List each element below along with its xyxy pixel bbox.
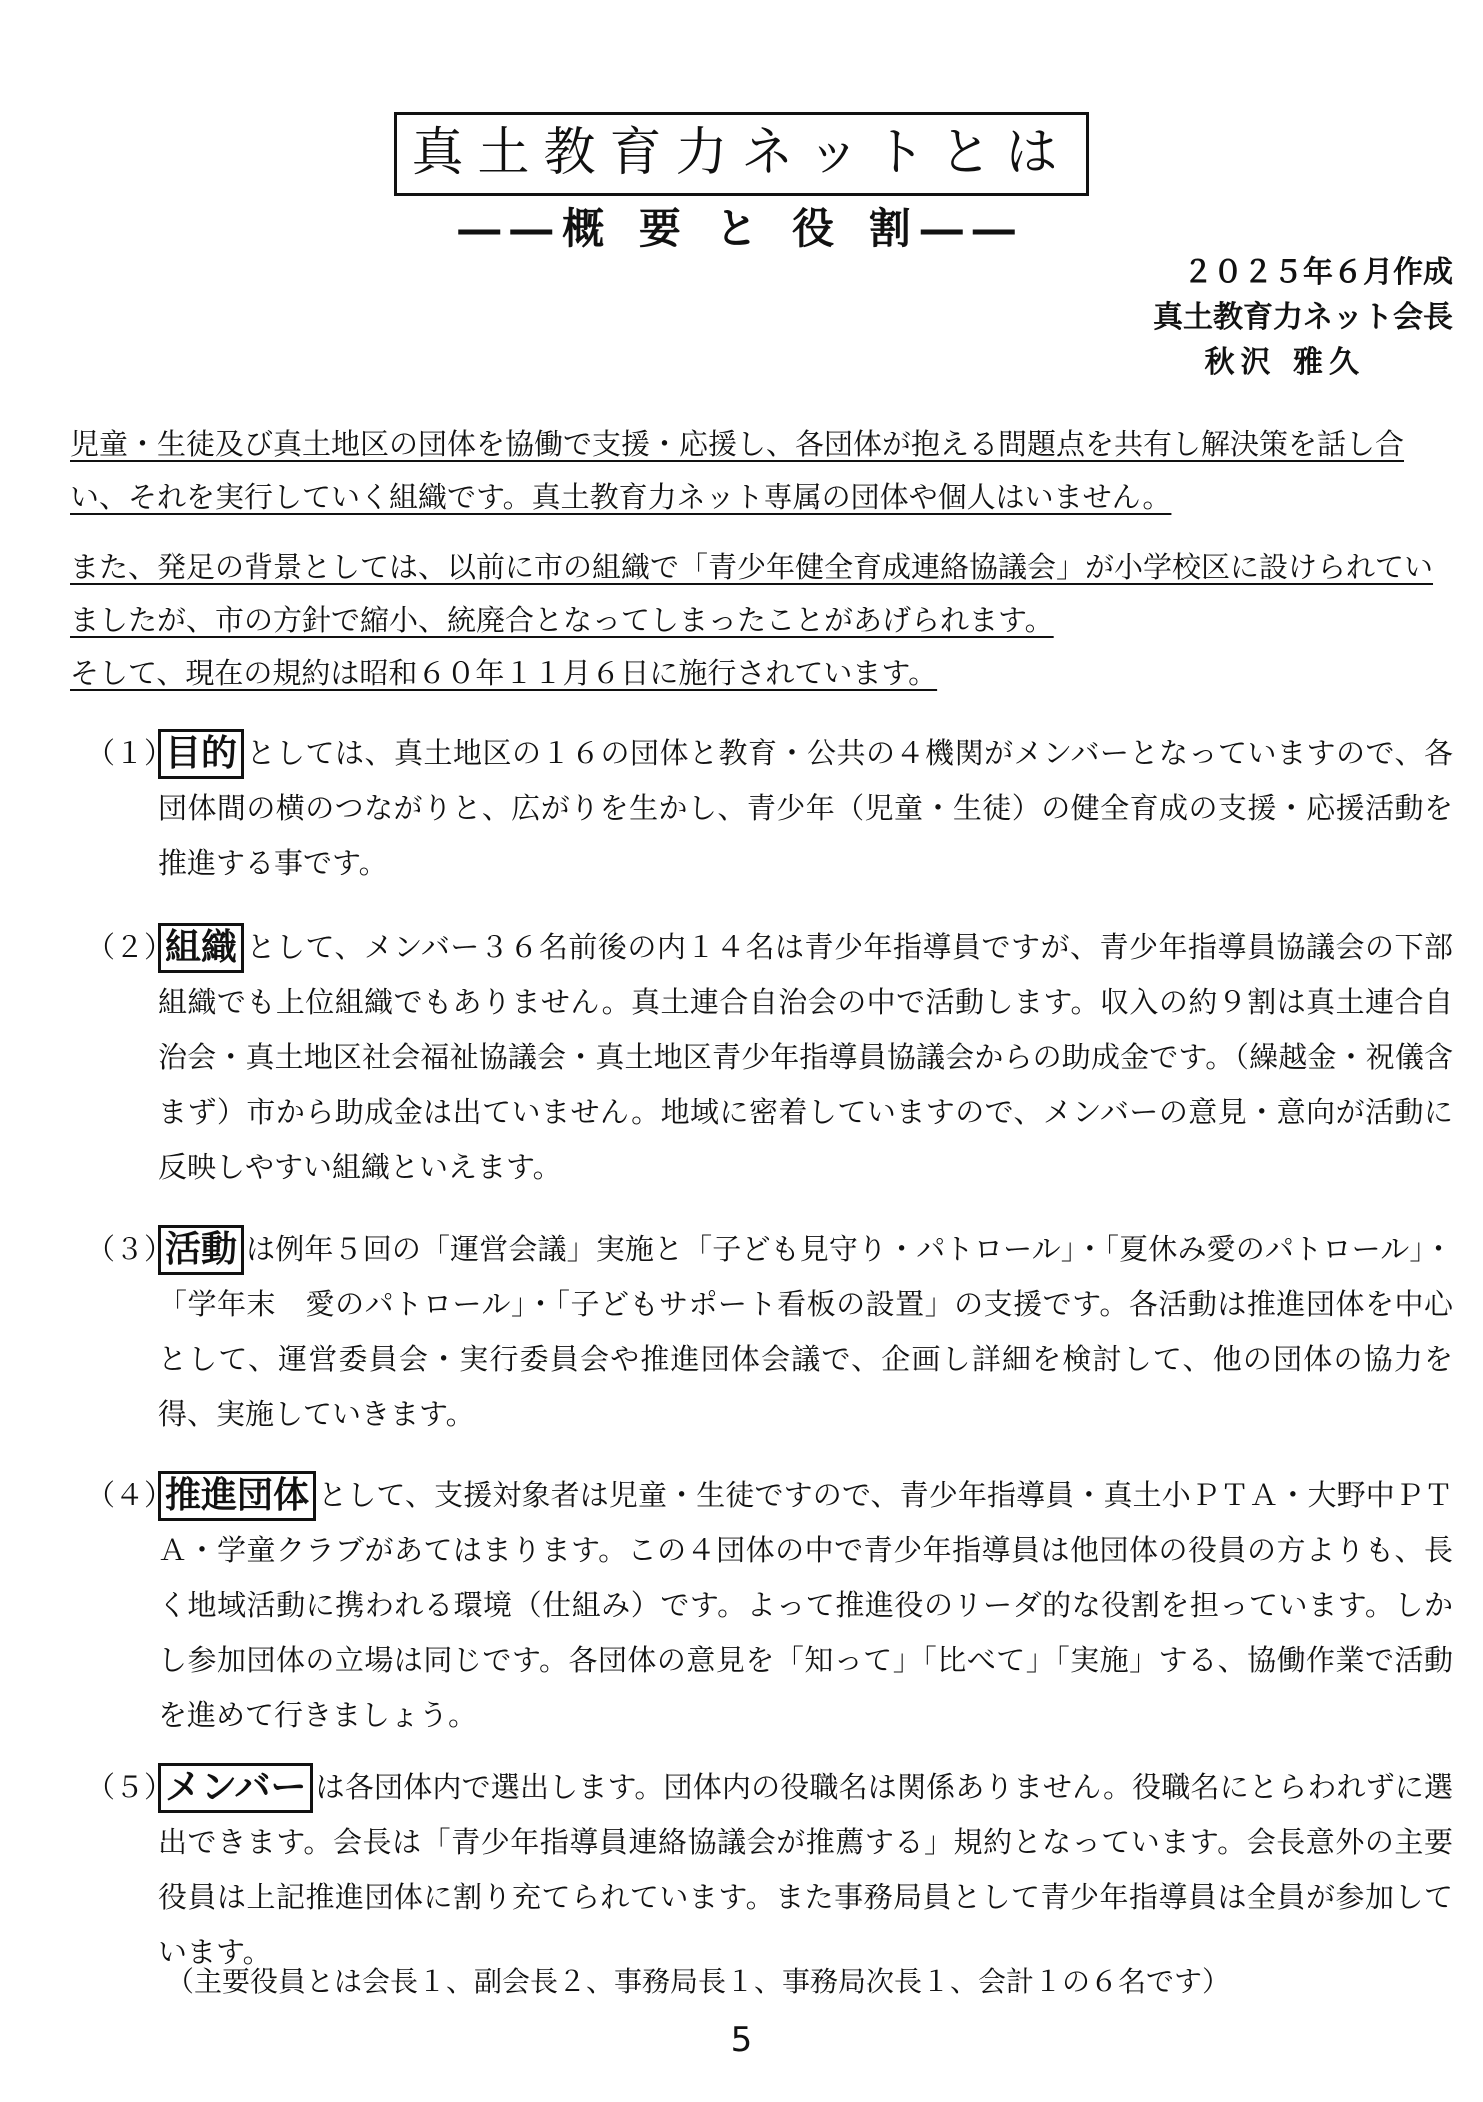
section-keyword-organization: 組織	[158, 923, 244, 973]
author-name: 秋沢 雅久	[1204, 345, 1365, 380]
intro-text-1: 児童・生徒及び真土地区の団体を協働で支援・応援し、各団体が抱える問題点を共有し解決策を話し合い、それを実行していく組織です。真土教育力ネット専属の団体や個人はいません。	[70, 427, 1405, 514]
section-body	[158, 920, 1453, 1195]
intro-text-2: また、発足の背景としては、以前に市の組織で「青少年健全育成連絡協議会」が小学校区に設けられていましたが、市の方針で縮小、統廃合となってしまったことがあげられます。	[70, 550, 1434, 637]
subtitle: ――概 要 と 役 割――	[458, 204, 1025, 253]
section-text: は例年５回の「運営会議」実施と「子ども見守り・パトロール」・「夏休み愛のパトロール」・「学年末 愛のパトロール」・「子どもサポート看板の設置」の支援です。各活動は推進団体を中心として、運営委員会・実行委員会や推進団体会議で、企画し詳細を検討して、他の団体の協力を得、実施していきます。	[158, 1232, 1453, 1431]
section-text: として、メンバー３６名前後の内１４名は青少年指導員ですが、青少年指導員協議会の下部組織でも上位組織でもありません。真土連合自治会の中で活動します。収入の約９割は真土連合自治会・真土地区社会福祉協議会・真土地区青少年指導員協議会からの助成金です。（繰越金・祝儀含まず）市から助成金は出ていません。地域に密着していますので、メンバーの意見・意向が活動に反映しやすい組織といえます。	[158, 930, 1453, 1184]
section-keyword-promoting-groups: 推進団体	[158, 1471, 316, 1521]
section-body	[158, 1468, 1453, 1743]
section-body	[158, 726, 1453, 891]
section-number: （３）	[86, 1232, 174, 1266]
officer-note: （主要役員とは会長１、副会長２、事務局長１、事務局次長１、会計１の６名です）	[166, 1965, 1231, 1998]
section-body	[158, 1222, 1453, 1442]
section-number: （５）	[86, 1770, 174, 1804]
intro-paragraph-1	[70, 418, 1455, 524]
page-title: 真土教育力ネットとは	[394, 112, 1088, 196]
section-number: （２）	[86, 930, 174, 964]
section-text: として、支援対象者は児童・生徒ですので、青少年指導員・真土小ＰＴＡ・大野中ＰＴＡ・学童クラブがあてはまります。この４団体の中で青少年指導員は他団体の役員の方よりも、長く地域活動に携われる環境（仕組み）です。よって推進役のリーダ的な役割を担っています。しかし参加団体の立場は同じです。各団体の意見を「知って」「比べて」「実施」する、協働作業で活動を進めて行きましょう。	[158, 1478, 1453, 1732]
title-wrap	[0, 112, 1483, 196]
section-number: （１）	[86, 736, 174, 770]
author-role: 真土教育力ネット会長	[1153, 300, 1453, 335]
page-number: 5	[730, 2020, 753, 2060]
section-text: としては、真土地区の１６の団体と教育・公共の４機関がメンバーとなっていますので、各団体間の横のつながりと、広がりを生かし、青少年（児童・生徒）の健全育成の支援・応援活動を推進する事です。	[158, 736, 1453, 880]
section-keyword-activities: 活動	[158, 1225, 244, 1275]
document-meta	[1153, 250, 1453, 385]
section-text: は各団体内で選出します。団体内の役職名は関係ありません。役職名にとらわれずに選出できます。会長は「青少年指導員連絡協議会が推薦する」規約となっています。会長意外の主要役員は上記推進団体に割り充てられています。また事務局員として青少年指導員は全員が参加しています。	[158, 1770, 1453, 1969]
section-number: （４）	[86, 1478, 174, 1512]
intro-text-3: そして、現在の規約は昭和６０年１１月６日に施行されています。	[70, 656, 938, 690]
section-keyword-members: メンバー	[158, 1763, 313, 1813]
section-keyword-purpose: 目的	[158, 729, 244, 779]
section-body	[158, 1760, 1453, 1980]
creation-date: ２０２５年６月作成	[1183, 255, 1453, 290]
intro-paragraph-2	[70, 541, 1455, 700]
